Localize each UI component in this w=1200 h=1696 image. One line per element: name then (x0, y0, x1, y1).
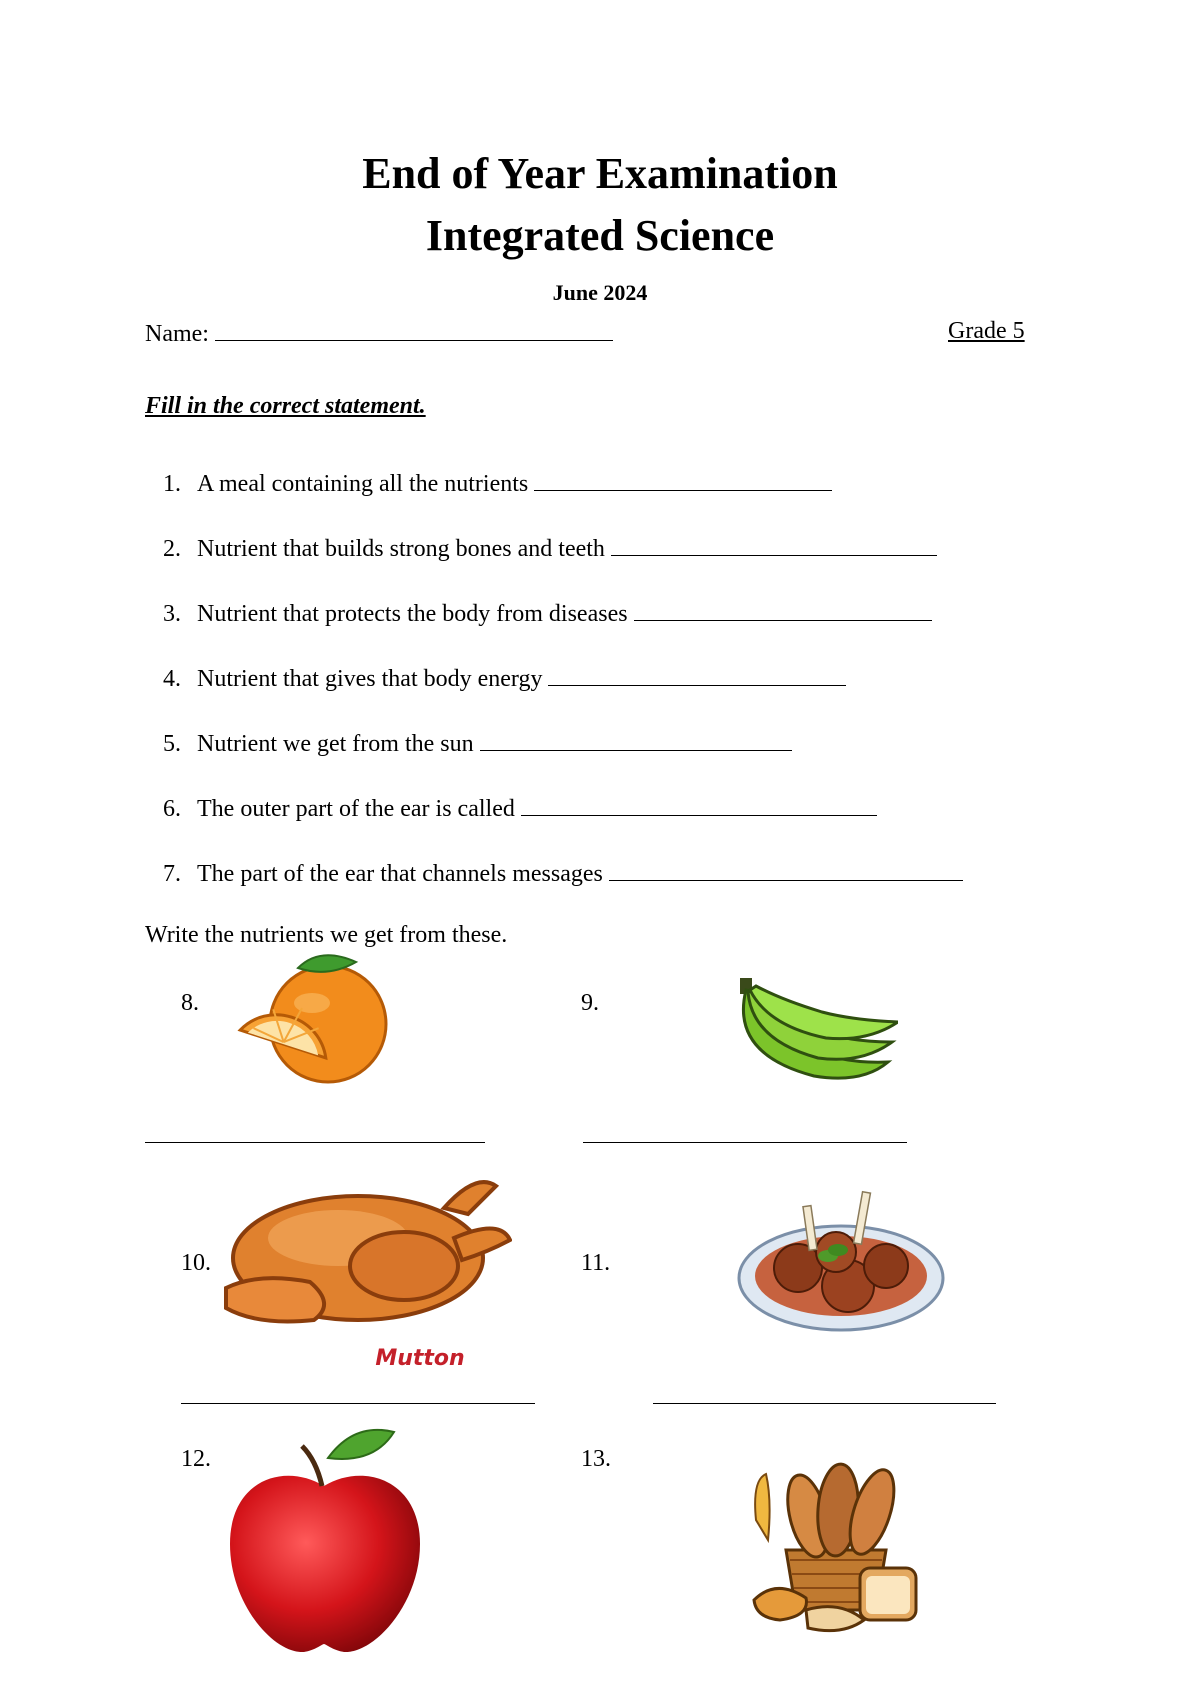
question-number: 5. (163, 731, 181, 757)
question-text: The part of the ear that channels messages (197, 861, 603, 887)
section1-instruction: Fill in the correct statement. (145, 393, 426, 419)
answer-blank[interactable] (609, 858, 963, 881)
bread-basket-icon (746, 1460, 924, 1638)
question-number: 7. (163, 861, 181, 887)
subject-title: Integrated Science (425, 211, 775, 260)
question-4 (145, 663, 846, 693)
name-row (145, 318, 613, 348)
question-text: The outer part of the ear is called (197, 796, 515, 822)
answer-line-11[interactable] (653, 1403, 996, 1404)
answer-blank[interactable] (480, 728, 792, 751)
answer-line-10[interactable] (181, 1403, 535, 1404)
question-3 (145, 598, 932, 628)
question-text: A meal containing all the nutrients (197, 471, 529, 497)
question-text: Nutrient that gives that body energy (197, 666, 543, 692)
question-number: 6. (163, 796, 181, 822)
item-number-9: 9. (581, 990, 599, 1016)
mutton-plate-icon (736, 1186, 946, 1334)
question-1 (145, 468, 832, 498)
question-number: 3. (163, 601, 181, 627)
answer-line-8[interactable] (145, 1142, 485, 1143)
exam-title: End of Year Examination (362, 149, 838, 198)
banana-icon (722, 976, 898, 1094)
answer-line-9[interactable] (583, 1142, 907, 1143)
roast-chicken-icon (218, 1168, 512, 1328)
question-number: 2. (163, 536, 181, 562)
grade-label: Grade 5 (948, 318, 1025, 344)
answer-blank[interactable] (611, 533, 937, 556)
exam-date: June 2024 (552, 280, 648, 305)
answer-blank[interactable] (521, 793, 877, 816)
section2-instruction: Write the nutrients we get from these. (145, 922, 508, 948)
name-field[interactable] (215, 318, 613, 341)
item-number-13: 13. (581, 1446, 611, 1472)
item-number-10: 10. (181, 1250, 211, 1276)
mutton-caption: Mutton (375, 1346, 465, 1371)
question-number: 1. (163, 471, 181, 497)
question-2 (145, 533, 937, 563)
question-7 (145, 858, 963, 888)
question-text: Nutrient we get from the sun (197, 731, 474, 757)
answer-blank[interactable] (548, 663, 846, 686)
item-number-11: 11. (581, 1250, 611, 1276)
name-label: Name: (145, 321, 209, 347)
answer-blank[interactable] (534, 468, 832, 491)
answer-blank[interactable] (634, 598, 932, 621)
question-number: 4. (163, 666, 181, 692)
item-number-8: 8. (181, 990, 199, 1016)
orange-icon (228, 948, 396, 1088)
question-5 (145, 728, 792, 758)
question-text: Nutrient that protects the body from diseases (197, 601, 628, 627)
item-number-12: 12. (181, 1446, 211, 1472)
question-6 (145, 793, 877, 823)
apple-icon (224, 1424, 426, 1656)
question-text: Nutrient that builds strong bones and teeth (197, 536, 605, 562)
